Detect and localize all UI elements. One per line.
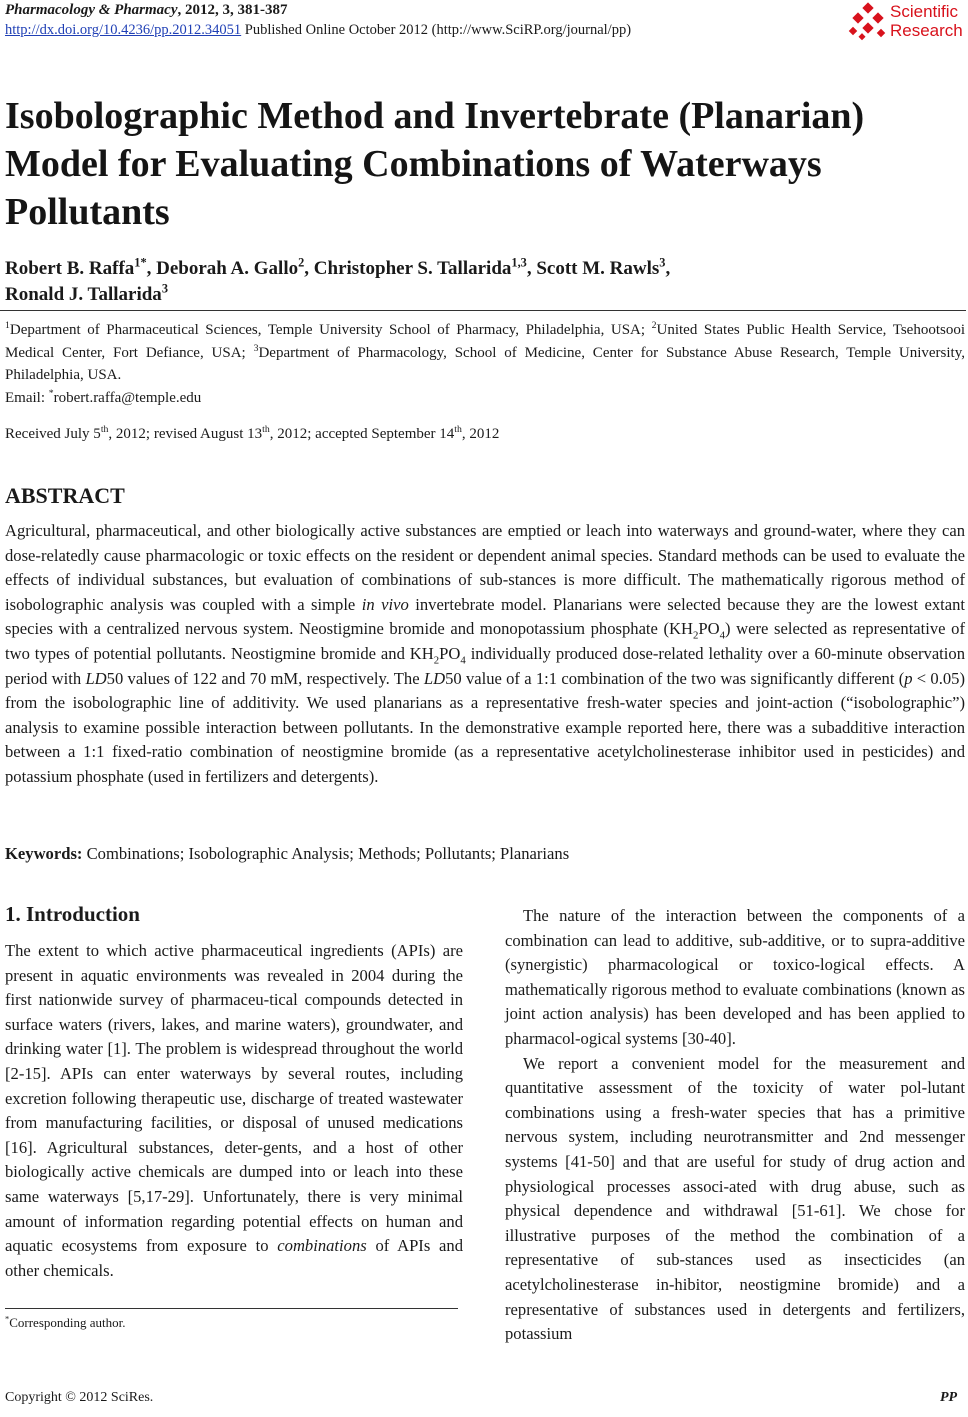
body-column-right: [505, 904, 965, 1347]
author: Deborah A. Gallo: [156, 258, 299, 279]
author: Scott M. Rawls: [536, 258, 660, 279]
author: Ronald J. Tallarida: [5, 284, 162, 305]
author-list: Robert B. Raffa$^{1*}$, Deborah A. Gallo$^2$, Christopher S. Tallarida$^{1,3}$, Scott M. Rawls$^3$, Ronald J. Tallarida$^3$: [5, 255, 671, 305]
affiliations: $^1$Department of Pharmaceutical Sciences, Temple University School of Pharmacy, Philadelphia, USA; $^2$United States Public Health Service, Tsehootsooi Medical Center, Fort Defiance, USA; $^3$Department of Pharmacology, School of Medicine, Center for Substance Abuse Research, Temple University, Philadelphia, USA. Email: *robert.raffa@temple.edu: [5, 320, 965, 406]
author: Robert B. Raffa: [5, 258, 135, 279]
author: Christopher S. Tallarida: [313, 258, 512, 279]
journal-name: Pharmacology & Pharmacy: [5, 2, 178, 18]
journal-code: PP: [940, 1390, 958, 1405]
publisher-logo: [848, 2, 966, 42]
section-heading: 1. Introduction: [5, 902, 140, 926]
abstract-body: Agricultural, pharmaceutical, and other biologically active substances are emptied or leach into waterways and ground-water, where they can dose-relatedly cause pharmacologic or toxic effects on the resident or dependent animal species. Standard methods can be used to evaluate the effects of individual substances, but evaluation of combinations of sub-stances is more difficult. The mathematically rigorous method of isobolographic analysis was coupled with a simple in vivo invertebrate model. Planarians were selected because they are the lowest extant species with a centralized nervous system. Neostigmine bromide and monopotassium phosphate $(KH_2PO_4)$ were selected as representative of two types of potential pollutants. Neostigmine bromide and $KH_2PO_4$ individually produced dose-related lethality over a 60-minute observation period with LD50 values of 122 and 70 mM, respectively. The LD50 value of a 1:1 combination of the two was significantly different (p < 0.05) from the isobolographic line of additivity. We used planarians as a representative fresh-water species and joint-action (“isobolographic”) analysis to examine possible interaction between pollutants. In the demonstrative example reported here, there was a subadditive interaction between a 1:1 fixed-ratio combination of neostigmine bromide (as a representative acetylcholinesterase inhibitor used in pesticides) and potassium phosphate (used in fertilizers and detergents).: [5, 521, 965, 786]
logo-text: Scientific Research: [890, 2, 963, 40]
published-info: Published Online October 2012 (http://www.SciRP.org/journal/pp): [241, 22, 632, 38]
body-column-left: [5, 939, 463, 1283]
footnote-divider: [5, 1308, 458, 1309]
molecule-icon: [848, 2, 888, 42]
journal-volume: , 2012, 3, 381-387: [177, 2, 288, 18]
email-label: Email:: [5, 389, 49, 406]
paper-title: Isobolographic Method and Invertebrate (Planarian) Model for Evaluating Combinations of Waterways Pollutants: [5, 95, 865, 233]
received-dates: Received July 5th, 2012; revised August 13th, 2012; accepted September 14th, 2012: [5, 424, 500, 442]
paragraph: The nature of the interaction between the components of a combination can lead to additive, sub-additive, or to supra-additive (synergistic) pharmacological or toxico-logical effects. A mathematically rigorous method to evaluate combinations (known as joint action analysis) has been developed and has been applied to pharmacol-ogical systems [30-40].: [505, 906, 965, 1048]
paragraph: We report a convenient model for the measurement and quantitative assessment of the toxicity of water pol-lutant combinations using a fresh-water species that has a primitive nervous system, including neurotransmitter and 2nd messenger systems [41-50] and that are useful for study of drug action and physiological processes associ-ated with drug abuse, such as physical dependence and withdrawal [51-61]. We chose for illustrative purposes of the method the combination of a representative of sub-stances used as insecticides (an acetylcholinesterase in-hibitor, neostigmine bromide) and a representative of substances used in detergents and fertilizers, potassium: [505, 1053, 965, 1344]
keywords-text: Combinations; Isobolographic Analysis; Methods; Pollutants; Planarians: [82, 844, 570, 863]
abstract-heading: ABSTRACT: [5, 483, 125, 508]
doi-line: [5, 22, 631, 39]
divider: [0, 310, 966, 311]
doi-link[interactable]: http://dx.doi.org/10.4236/pp.2012.34051: [5, 22, 242, 38]
paragraph: The extent to which active pharmaceutical ingredients (APIs) are present in aquatic environments was revealed in 2004 during the first nationwide survey of pharmaceu-tical compounds detected in surface waters (rivers, lakes, and marine waters), groundwater, and drinking water [1]. The problem is widespread throughout the world [2-15]. APIs can enter waterways by several routes, including excretion following therapeutic use, discharge of treated wastewater from manufacturing facilities, or disposal of unused medications [16]. Agricultural substances, deter-gents, and a host of other biologically active chemicals are dumped into or leach into these same waterways [5,17-29]. Unfortunately, there is very minimal amount of information regarding potential effects on human and aquatic ecosystems from exposure to combinations of APIs and other chemicals.: [5, 941, 463, 1280]
keywords: [5, 844, 569, 864]
keywords-label: Keywords:: [5, 844, 83, 863]
footnote: *Corresponding author.: [5, 1313, 126, 1330]
copyright: Copyright © 2012 SciRes.: [5, 1390, 154, 1405]
email-address[interactable]: robert.raffa@temple.edu: [53, 389, 202, 406]
journal-citation: [5, 2, 288, 19]
